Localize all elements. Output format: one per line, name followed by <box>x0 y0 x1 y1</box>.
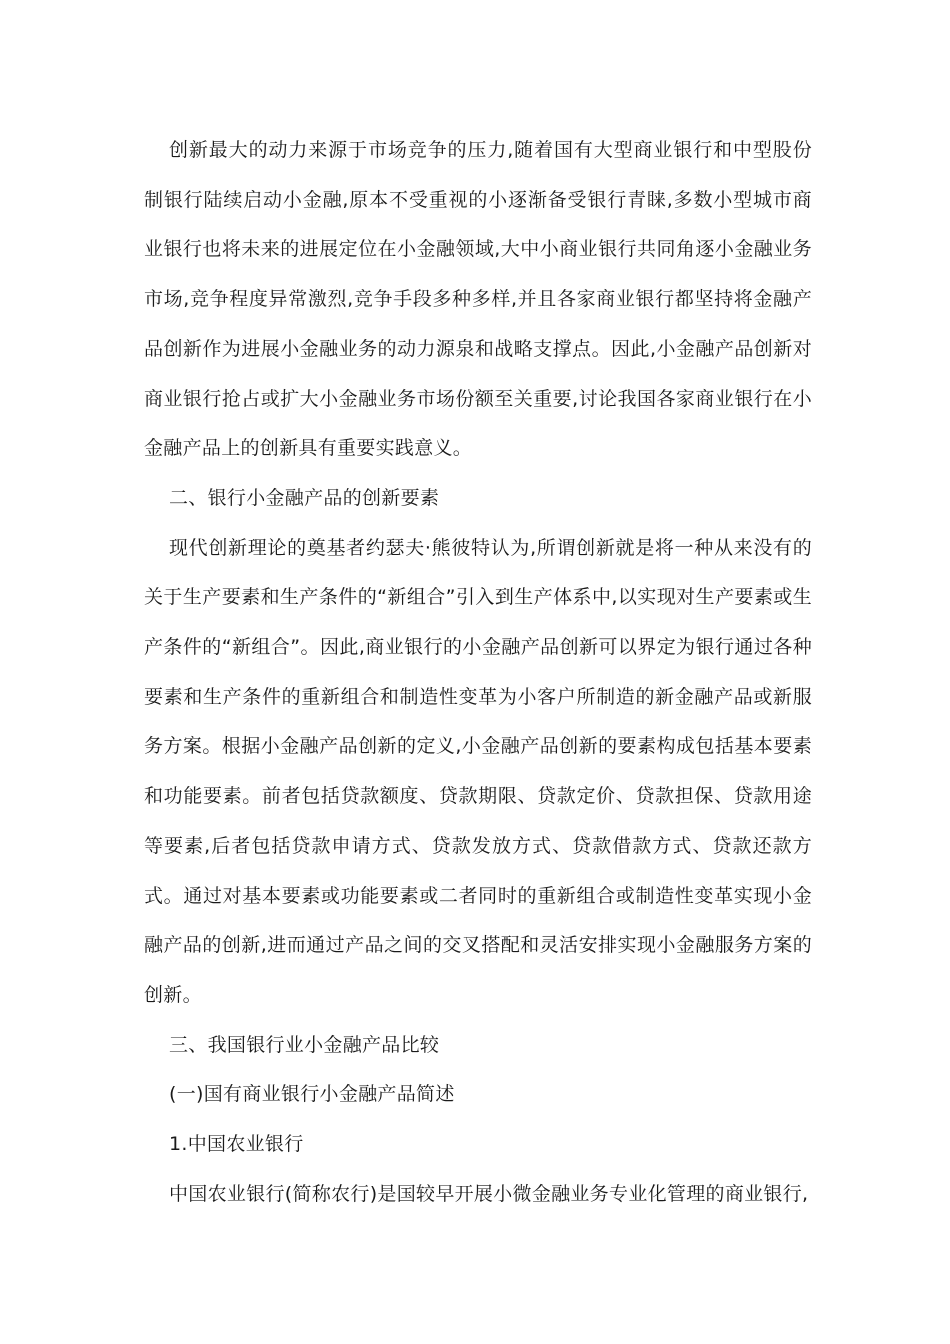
paragraph-abc-intro: 中国农业银行(简称农行)是国较早开展小微金融业务专业化管理的商业银行, <box>169 1182 809 1205</box>
heading-item-abc: 1.中国农业银行 <box>169 1133 304 1156</box>
document-body <box>144 126 812 1219</box>
heading-section-two: 二、银行小金融产品的创新要素 <box>169 486 440 509</box>
paragraph-competition-pressure: 创新最大的动力来源于市场竞争的压力,随着国有大型商业银行和中型股份制银行陆续启动小金融,原本不受重视的小逐渐备受银行青睐,多数小型城市商业银行也将未来的进展定位在小金融领域,大中小商业银行共同角逐小金融业务市场,竞争程度异常激烈,竞争手段多种多样,并且各家商业银行都坚持将金融产品创新作为进展小金融业务的动力源泉和战略支撑点。因此,小金融产品创新对商业银行抢占或扩大小金融业务市场份额至关重要,讨论我国各家商业银行在小金融产品上的创新具有重要实践意义。 <box>144 139 812 460</box>
heading-section-three: 三、我国银行业小金融产品比较 <box>169 1033 440 1056</box>
paragraph-innovation-elements: 现代创新理论的奠基者约瑟夫·熊彼特认为,所谓创新就是将一种从来没有的关于生产要素和生产条件的“新组合”引入到生产体系中,以实现对生产要素或生产条件的“新组合”。因此,商业银行的小金融产品创新可以界定为银行通过各种要素和生产条件的重新组合和制造性变革为小客户所制造的新金融产品或新服务方案。根据小金融产品创新的定义,小金融产品创新的要素构成包括基本要素和功能要素。前者包括贷款额度、贷款期限、贷款定价、贷款担保、贷款用途等要素,后者包括贷款申请方式、贷款发放方式、贷款借款方式、贷款还款方式。通过对基本要素或功能要素或二者同时的重新组合或制造性变革实现小金融产品的创新,进而通过产品之间的交叉搭配和灵活安排实现小金融服务方案的创新。 <box>144 536 812 1006</box>
heading-subsection-one: (一)国有商业银行小金融产品简述 <box>169 1083 455 1106</box>
